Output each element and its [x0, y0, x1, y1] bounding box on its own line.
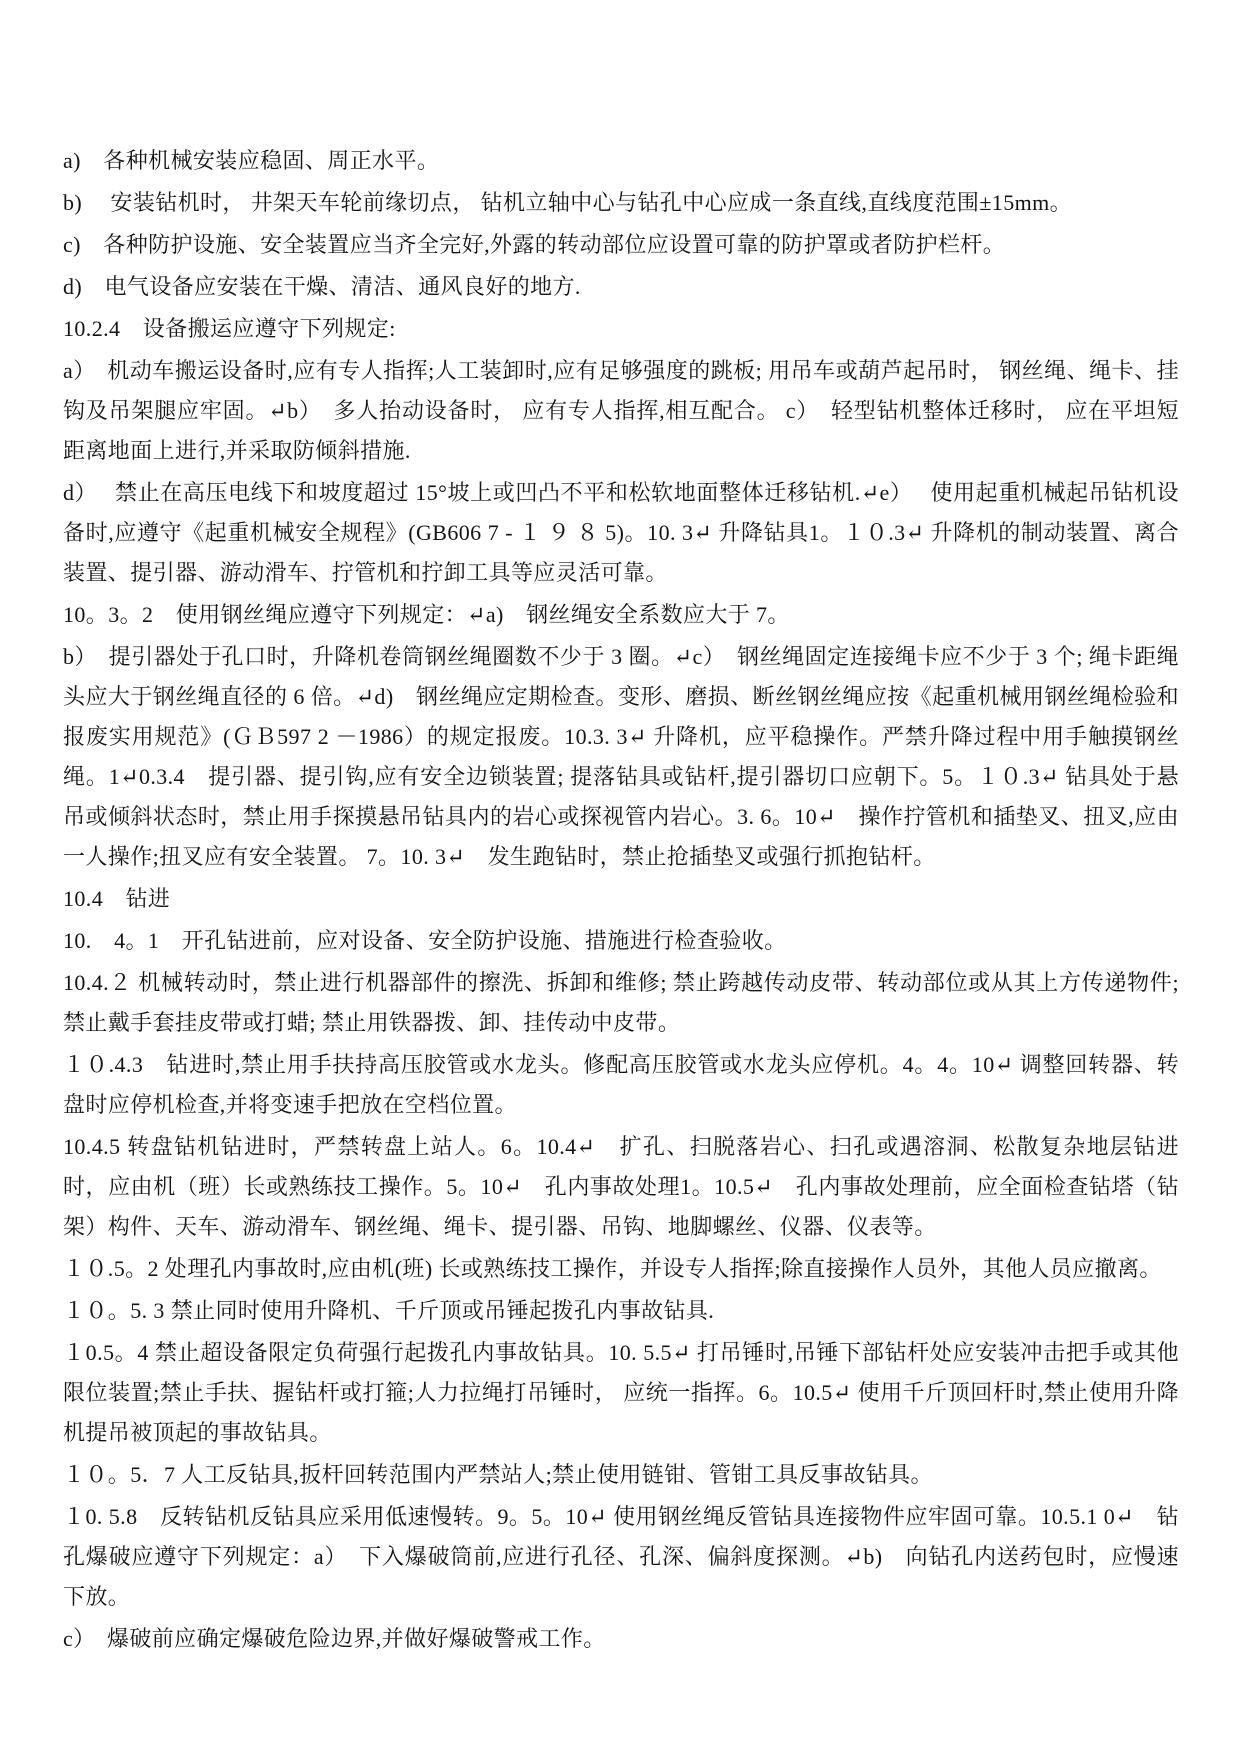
paragraph-10-2-4-items: a） 机动车搬运设备时,应有专人指挥;人工装卸时,应有足够强度的跳板; 用吊车或葫芦起吊时， 钢丝绳、绳卡、挂钩及吊架腿应牢固。↵b） 多人抬动设备时， 应有专人指挥,相互配合。 c） 轻型钻机整体迁移时， 应在平坦短距离地面上进行,并采取防倾斜措施.	[63, 358, 1179, 463]
paragraph-10-5-7: １０。5．7 人工反钻具,扳杆回转范围内严禁站人;禁止使用链钳、管钳工具反事故钻具。	[63, 1462, 933, 1487]
paragraph-heading-10-2-4: 10.2.4 设备搬运应遵守下列规定:	[63, 316, 396, 341]
paragraph-10-4-5: 10.4.5 转盘钻机钻进时，严禁转盘上站人。6。10.4↵ 扩孔、扫脱落岩心、扫孔或遇溶洞、松散复杂地层钻进时，应由机（班）长或熟练技工操作。5。10↵ 孔内事故处理1。10.5↵ 孔内事故处理前，应全面检查钻塔（钻架）构件、天车、游动滑车、钢丝绳、绳卡、提引器、吊钩、地脚螺丝、仪器、仪表等。	[63, 1134, 1179, 1239]
paragraph-10-4-1: 10. 4。1 开孔钻进前，应对设备、安全防护设施、措施进行检查验收。	[63, 928, 787, 953]
paragraph-blast-item-c: c） 爆破前应确定爆破危险边界,并做好爆破警戒工作。	[63, 1626, 606, 1651]
paragraph-10-2-4-items-d-e: d） 禁止在高压电线下和坡度超过 15°坡上或凹凸不平和松软地面整体迁移钻机.↵e） 使用起重机械起吊钻机设备时,应遵守《起重机械安全规程》(GB606 7 - １ ９ ８ 5)。10. 3↵ 升降钻具1。１０.3↵ 升降机的制动装置、离合装置、提引器、游动滑车、拧管机和拧卸工具等应灵活可靠。	[63, 480, 1179, 585]
paragraph-item-b: b) 安装钻机时， 井架天车轮前缘切点， 钻机立轴中心与钻孔中心应成一条直线,直线度范围±15mm。	[63, 190, 1073, 215]
paragraph-10-3-2: 10。3。2 使用钢丝绳应遵守下列规定：↵a) 钢丝绳安全系数应大于 7。	[63, 602, 790, 627]
paragraph-10-5-8: １0. 5.8 反转钻机反钻具应采用低速慢转。9。5。10↵ 使用钢丝绳反管钻具连接物件应牢固可靠。10.5.1 0↵ 钻孔爆破应遵守下列规定：a） 下入爆破筒前,应进行孔径、孔深、偏斜度探测。↵b) 向钻孔内送药包时，应慢速下放。	[63, 1504, 1179, 1609]
paragraph-10-5-3: １０。5. 3 禁止同时使用升降机、千斤顶或吊锤起拨孔内事故钻具.	[63, 1298, 715, 1323]
paragraph-10-4-2: 10.4.２ 机械转动时，禁止进行机器部件的擦洗、拆卸和维修; 禁止跨越传动皮带、转动部位或从其上方传递物件; 禁止戴手套挂皮带或打蜡; 禁止用铁器拨、卸、挂传动中皮带。	[63, 970, 1179, 1035]
document-text	[63, 141, 1179, 1659]
paragraph-item-a: a) 各种机械安装应稳固、周正水平。	[63, 148, 440, 173]
paragraph-10-4-3: １０.4.3 钻进时,禁止用手扶持高压胶管或水龙头。修配高压胶管或水龙头应停机。4。4。10↵ 调整回转器、转盘时应停机检查,并将变速手把放在空档位置。	[63, 1052, 1179, 1117]
paragraph-10-5-4: １0.5。4 禁止超设备限定负荷强行起拨孔内事故钻具。10. 5.5↵ 打吊锤时,吊锤下部钻杆处应安装冲击把手或其他限位装置;禁止手扶、握钻杆或打箍;人力拉绳打吊锤时， 应统一指挥。6。10.5↵ 使用千斤顶回杆时,禁止使用升降机提吊被顶起的事故钻具。	[63, 1340, 1179, 1445]
paragraph-10-3-wire-rope: b） 提引器处于孔口时，升降机卷筒钢丝绳圈数不少于 3 圈。↵c） 钢丝绳固定连接绳卡应不少于 3 个; 绳卡距绳头应大于钢丝绳直径的 6 倍。↵d) 钢丝绳应定期检查。变形、磨损、断丝钢丝绳应按《起重机械用钢丝绳检验和报废实用规范》(ＧＢ597 2 －1986）的规定报废。10.3. 3↵ 升降机，应平稳操作。严禁升降过程中用手触摸钢丝绳。1↵0.3.4 提引器、提引钩,应有安全边锁装置; 提落钻具或钻杆,提引器切口应朝下。5。１０.3↵ 钻具处于悬吊或倾斜状态时，禁止用手探摸悬吊钻具内的岩心或探视管内岩心。3. 6。10↵ 操作拧管机和插垫叉、扭叉,应由一人操作;扭叉应有安全装置。 7。10. 3↵ 发生跑钻时，禁止抢插垫叉或强行抓抱钻杆。	[63, 644, 1179, 869]
paragraph-item-d: d) 电气设备应安装在干燥、清洁、通风良好的地方.	[63, 274, 581, 299]
paragraph-10-5-2: １０.5。2 处理孔内事故时,应由机(班) 长或熟练技工操作，并设专人指挥;除直接操作人员外，其他人员应撤离。	[63, 1256, 1162, 1281]
paragraph-item-c: c) 各种防护设施、安全装置应当齐全完好,外露的转动部位应设置可靠的防护罩或者防护栏杆。	[63, 232, 1006, 257]
paragraph-heading-10-4: 10.4 钻进	[63, 886, 171, 911]
